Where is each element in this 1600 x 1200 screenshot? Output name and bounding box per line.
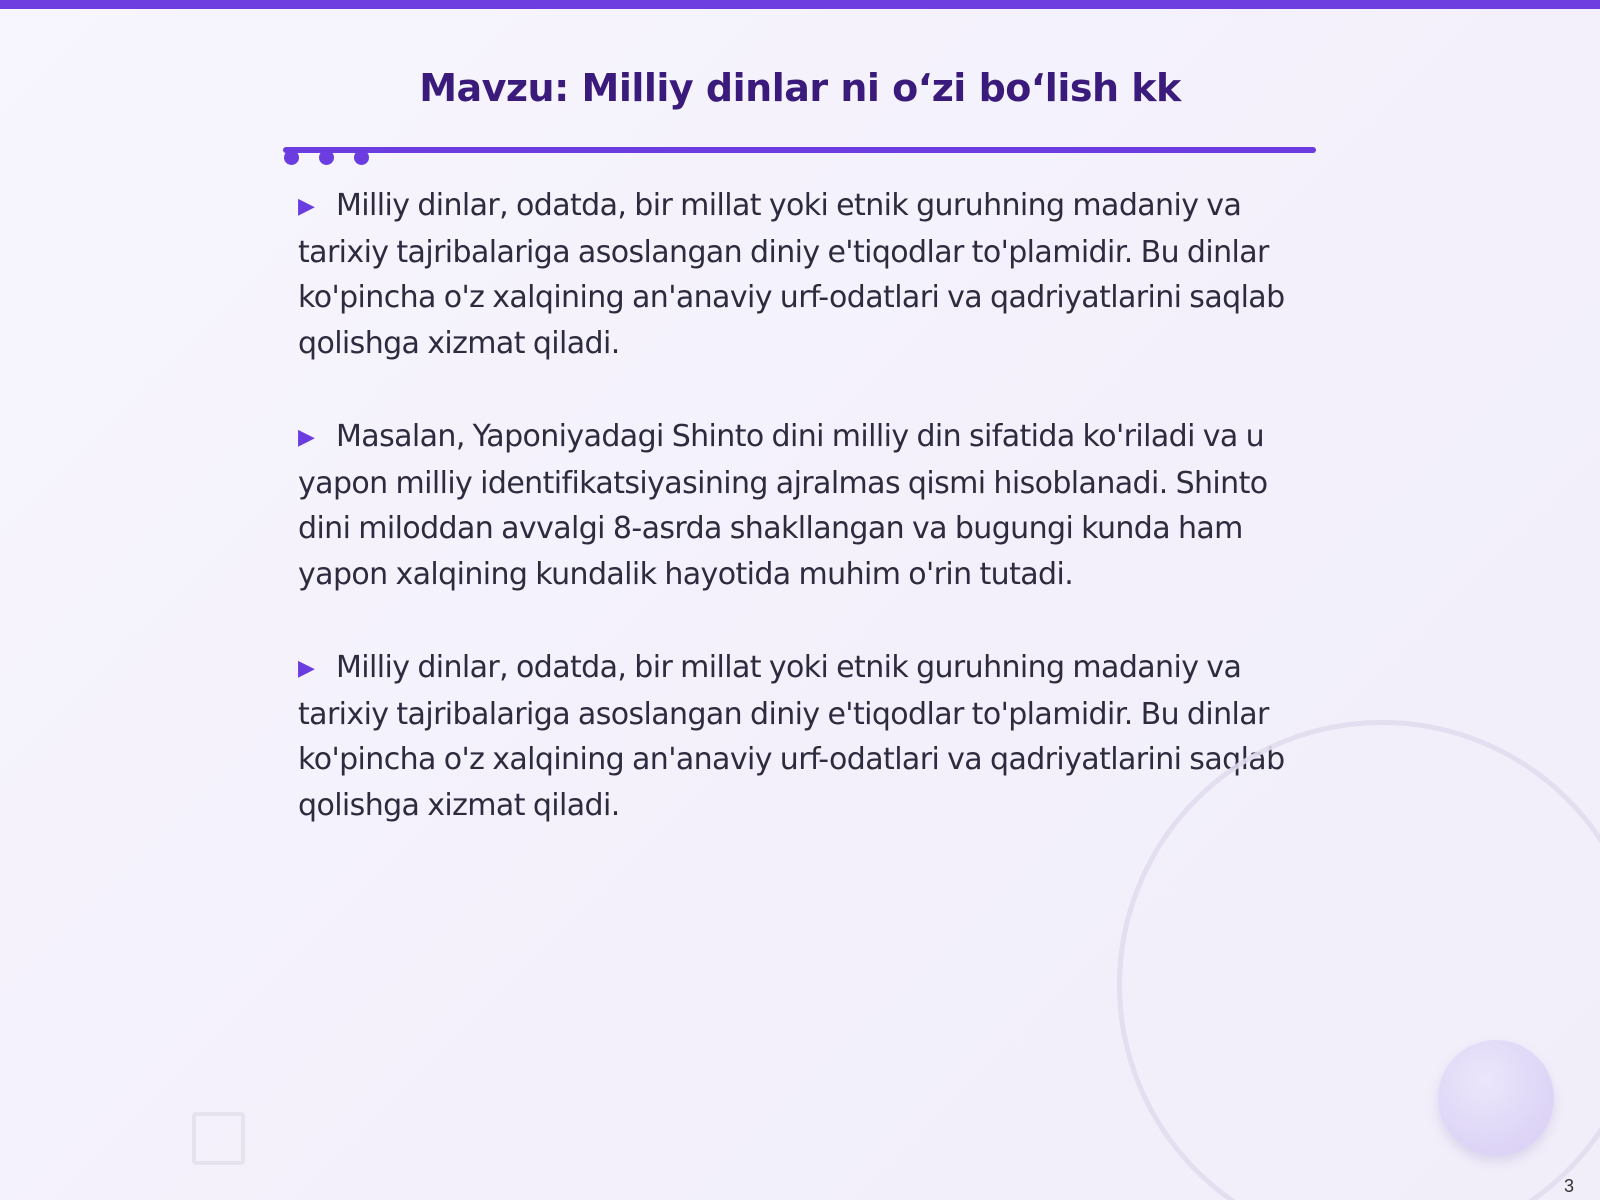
title-underline bbox=[283, 147, 1316, 153]
slide-body bbox=[298, 183, 1308, 876]
bullet-paragraph bbox=[298, 414, 1308, 597]
decor-circle-filled bbox=[1438, 1040, 1554, 1156]
bullet-paragraph bbox=[298, 183, 1308, 366]
decor-dot bbox=[354, 150, 369, 165]
page-number: 3 bbox=[1563, 1176, 1574, 1196]
triangle-right-icon: ▶ bbox=[298, 656, 315, 681]
paragraph-text: Milliy dinlar, odatda, bir millat yoki etnik guruhning madaniy va tarixiy tajribalariga asoslangan diniy e'tiqodlar to'plamidir. Bu dinlar ko'pincha o'z xalqining an'anaviy urf-odatlari va qadriyatlarini saqlab qolishga xizmat qiladi. bbox=[298, 650, 1285, 823]
triangle-right-icon: ▶ bbox=[298, 194, 315, 219]
decor-dot bbox=[284, 150, 299, 165]
decor-square bbox=[192, 1112, 245, 1165]
triangle-right-icon: ▶ bbox=[298, 425, 315, 450]
top-accent-bar bbox=[0, 0, 1600, 9]
bullet-paragraph bbox=[298, 645, 1308, 828]
slide-title: Mavzu: Milliy dinlar ni o‘zi bo‘lish kk bbox=[419, 66, 1181, 110]
paragraph-text: Masalan, Yaponiyadagi Shinto dini milliy din sifatida ko'riladi va u yapon milliy identifikatsiyasining ajralmas qismi hisoblanadi. Shinto dini miloddan avvalgi 8-asrda shakllangan va bugungi kunda ham yapon xalqining kundalik hayotida muhim o'rin tutadi. bbox=[298, 419, 1268, 592]
paragraph-text: Milliy dinlar, odatda, bir millat yoki etnik guruhning madaniy va tarixiy tajribalariga asoslangan diniy e'tiqodlar to'plamidir. Bu dinlar ko'pincha o'z xalqining an'anaviy urf-odatlari va qadriyatlarini saqlab qolishga xizmat qiladi. bbox=[298, 188, 1285, 361]
decor-dot bbox=[319, 150, 334, 165]
